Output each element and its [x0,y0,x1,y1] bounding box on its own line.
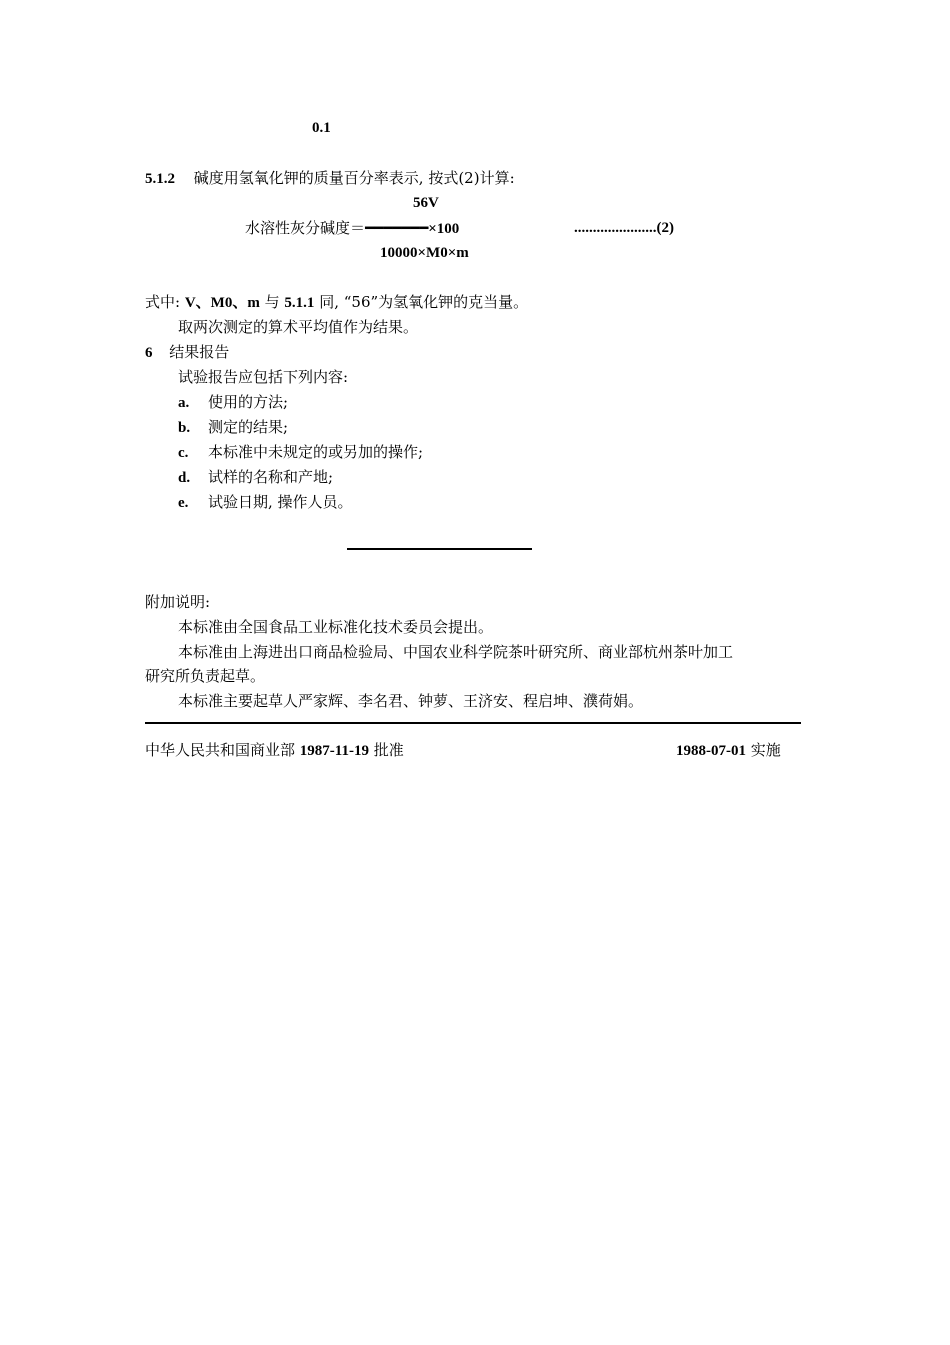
formula-eq-number: (2) [656,220,674,236]
where-mid: 与 [264,293,280,311]
formula-numerator: 56V [413,195,439,211]
footer-rule [145,722,801,724]
list-item-text: 测定的结果; [208,418,289,436]
footer-effective-label: 实施 [750,741,781,759]
list-item-text: 试样的名称和产地; [208,468,334,486]
list-item-text: 使用的方法; [208,393,289,411]
additional-heading: 附加说明: [145,593,211,611]
additional-para-1: 本标准由全国食品工业标准化技术委员会提出。 [178,618,494,636]
formula-denominator: 10000×M0×m [380,245,469,261]
list-item-label: c. [178,445,189,461]
additional-para-2-line-1: 本标准由上海进出口商品检验局、中国农业科学院茶叶研究所、商业部杭州茶叶加工 [178,643,734,661]
additional-para-2-line-2: 研究所负责起草。 [145,667,266,685]
clause-5-1-2 [145,168,515,189]
section-6-heading [145,342,229,363]
section-6-intro: 试验报告应包括下列内容: [178,368,349,386]
list-item [178,417,288,438]
formula-fraction-bar: ━━━━━━━ [365,219,429,237]
list-item-label: a. [178,395,190,411]
additional-para-3: 本标准主要起草人严家辉、李名君、钟萝、王济安、程启坤、濮荷娟。 [178,692,644,710]
list-item [178,467,333,488]
footer-issuer: 中华人民共和国商业部 [145,741,296,759]
list-item-label: d. [178,470,191,486]
where-line [145,292,528,313]
footer-approval [145,740,404,761]
where-prefix: 式中: [145,293,181,311]
formula-dots: ...................... [574,220,657,236]
formula-lhs: 水溶性灰分碱度＝ [245,219,366,237]
footer-effective-date: 1988-07-01 [676,743,746,759]
footer-effective [676,740,781,761]
footer-approved-date: 1987-11-19 [299,743,369,759]
list-item [178,442,423,463]
section-6-title: 结果报告 [169,343,230,361]
end-divider [347,548,532,550]
where-ref: 5.1.1 [284,295,315,311]
formula-multiplier: ×100 [428,221,460,237]
section-6-number: 6 [145,345,153,361]
average-line: 取两次测定的算术平均值作为结果。 [178,318,419,336]
list-item [178,392,288,413]
formula-equation-number [574,218,674,238]
list-item-text: 本标准中未规定的或另加的操作; [208,443,424,461]
formula-line [245,218,459,239]
list-item-label: e. [178,495,189,511]
list-item [178,492,353,513]
clause-text: 碱度用氢氧化钾的质量百分率表示, 按式(2)计算: [193,169,515,187]
clause-number: 5.1.2 [145,171,175,187]
list-item-label: b. [178,420,191,436]
list-item-text: 试验日期, 操作人员。 [208,493,353,511]
footer-approved-label: 批准 [373,741,404,759]
where-rest: 同, “56”为氢氧化钾的克当量。 [319,293,529,311]
where-vars: V、M0、m [184,295,260,311]
top-fragment: 0.1 [312,120,331,136]
